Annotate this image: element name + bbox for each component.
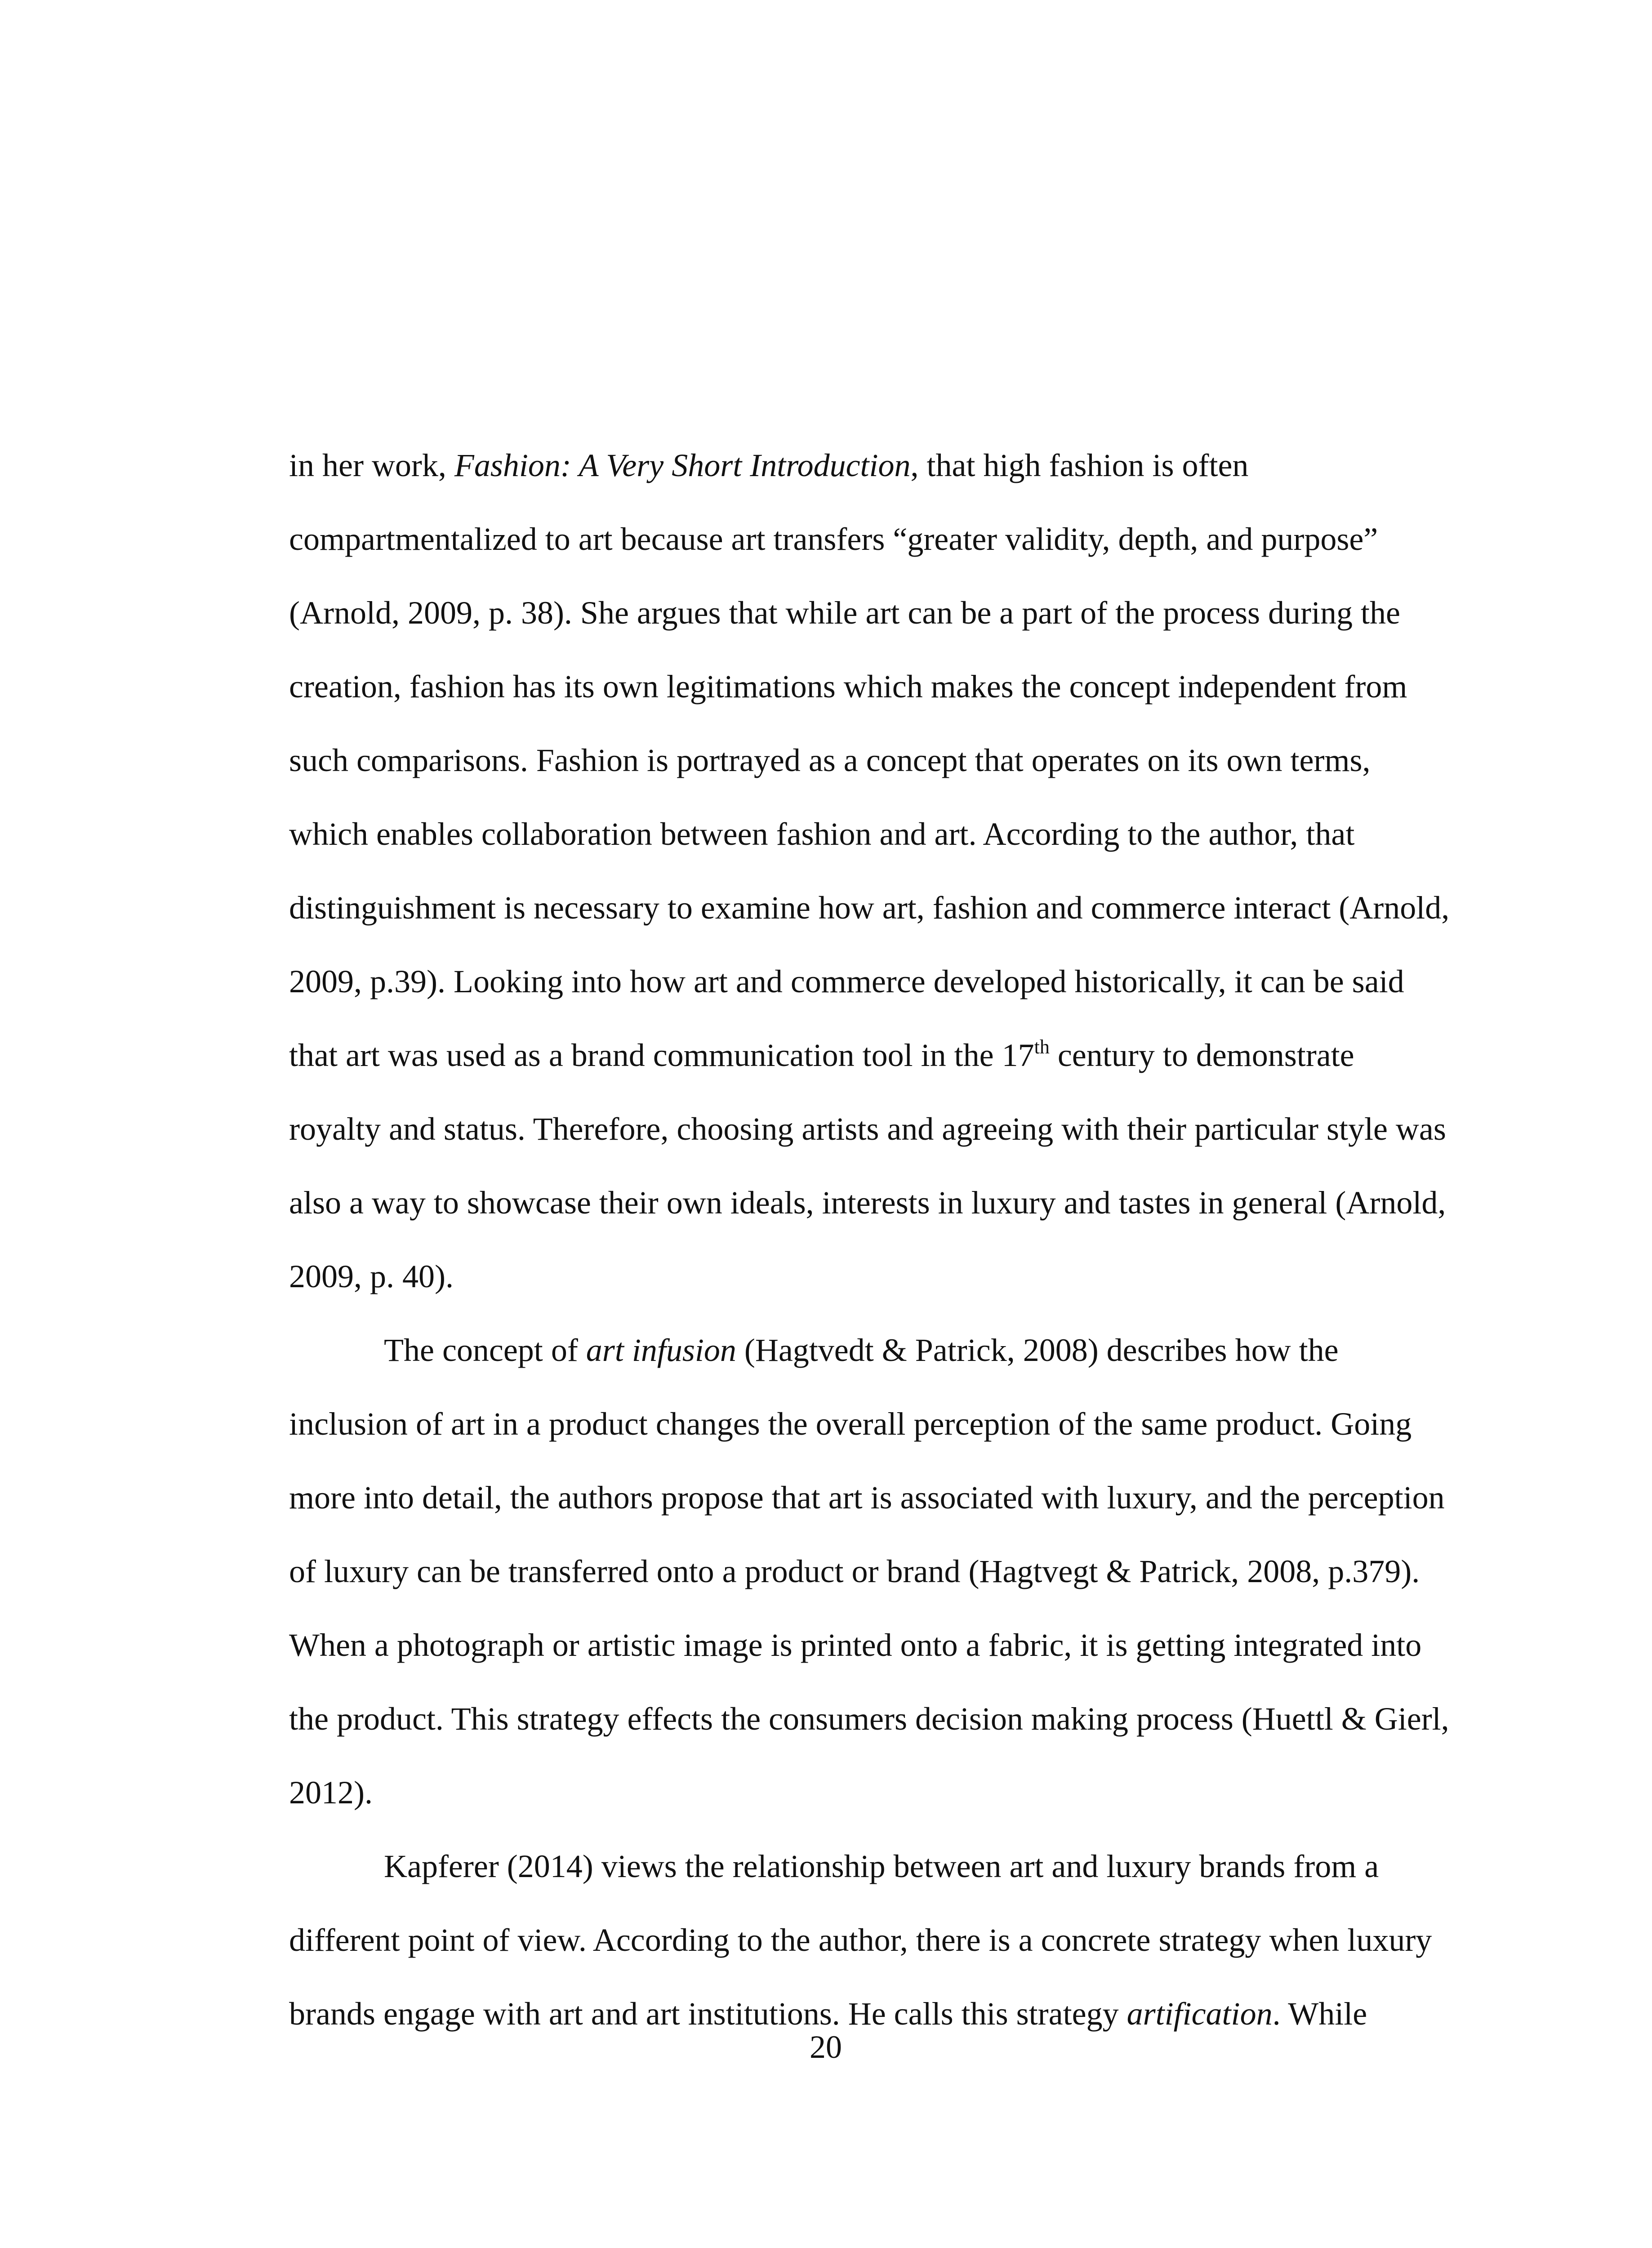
text-run: royalty and status. Therefore, choosing artists and agreeing with their particular style was [289,1111,1446,1147]
text-run: in her work, [289,447,454,483]
text-line [289,959,1404,1033]
text-line [384,1328,1339,1401]
text-run: the product. This strategy effects the consumers decision making process (Huettl & Gierl, [289,1701,1449,1737]
text-run: different point of view. According to the author, there is a concrete strategy when luxury [289,1922,1432,1958]
text-run: distinguishment is necessary to examine how art, fashion and commerce interact (Arnold, [289,890,1450,926]
text-line [289,738,1370,812]
text-line [289,1623,1421,1696]
text-run: Kapferer (2014) views the relationship between art and luxury brands from a [384,1848,1379,1884]
text-line [289,1918,1432,1991]
text-run: (Hagtvedt & Patrick, 2008) describes how the [736,1332,1339,1368]
text-line [289,1549,1420,1623]
text-run: , that high fashion is often [910,447,1249,483]
text-run: century to demonstrate [1049,1037,1354,1073]
text-line [289,1696,1449,1770]
text-run: more into detail, the authors propose that art is associated with luxury, and the perception [289,1480,1445,1516]
text-run: brands engage with art and art institutions. He calls this strategy [289,1996,1127,2032]
text-run: creation, fashion has its own legitimations which makes the concept independent from [289,669,1407,705]
text-run: also a way to showcase their own ideals, interests in luxury and tastes in general (Arnold, [289,1185,1446,1221]
text-run: When a photograph or artistic image is printed onto a fabric, it is getting integrated into [289,1627,1422,1663]
text-line [289,1033,1354,1106]
text-line [289,1401,1412,1475]
italic-text: art infusion [586,1332,736,1368]
text-run: The concept of [384,1332,586,1368]
text-run: compartmentalized to art because art transfers “greater validity, depth, and purpose” [289,521,1378,557]
superscript-text: th [1034,1036,1050,1058]
text-run: inclusion of art in a product changes the overall perception of the same product. Going [289,1406,1412,1442]
text-line [384,1844,1379,1918]
text-run: 2012). [289,1775,373,1811]
text-line [289,885,1449,959]
text-run: 2009, p.39). Looking into how art and commerce developed historically, it can be said [289,963,1404,999]
text-line [289,1254,454,1328]
text-run: such comparisons. Fashion is portrayed as a concept that operates on its own terms, [289,742,1371,778]
text-line [289,1106,1446,1180]
italic-text: artification [1127,1996,1273,2032]
text-line [289,1770,373,1844]
text-run: (Arnold, 2009, p. 38). She argues that while art can be a part of the process during the [289,595,1400,631]
text-line [289,812,1354,885]
text-line [289,443,1248,517]
page-number: 20 [810,2029,842,2065]
text-line [289,1180,1446,1254]
italic-text: Fashion: A Very Short Introduction [454,447,911,483]
text-run: 2009, p. 40). [289,1258,454,1294]
text-run: of luxury can be transferred onto a product or brand (Hagtvegt & Patrick, 2008, p.379). [289,1553,1420,1589]
text-line [289,517,1378,590]
text-run: that art was used as a brand communication tool in the 17 [289,1037,1034,1073]
text-run: which enables collaboration between fashion and art. According to the author, that [289,816,1355,852]
text-line [289,1475,1445,1549]
text-line [289,664,1407,738]
text-line [289,590,1400,664]
text-run: . While [1272,1996,1367,2032]
